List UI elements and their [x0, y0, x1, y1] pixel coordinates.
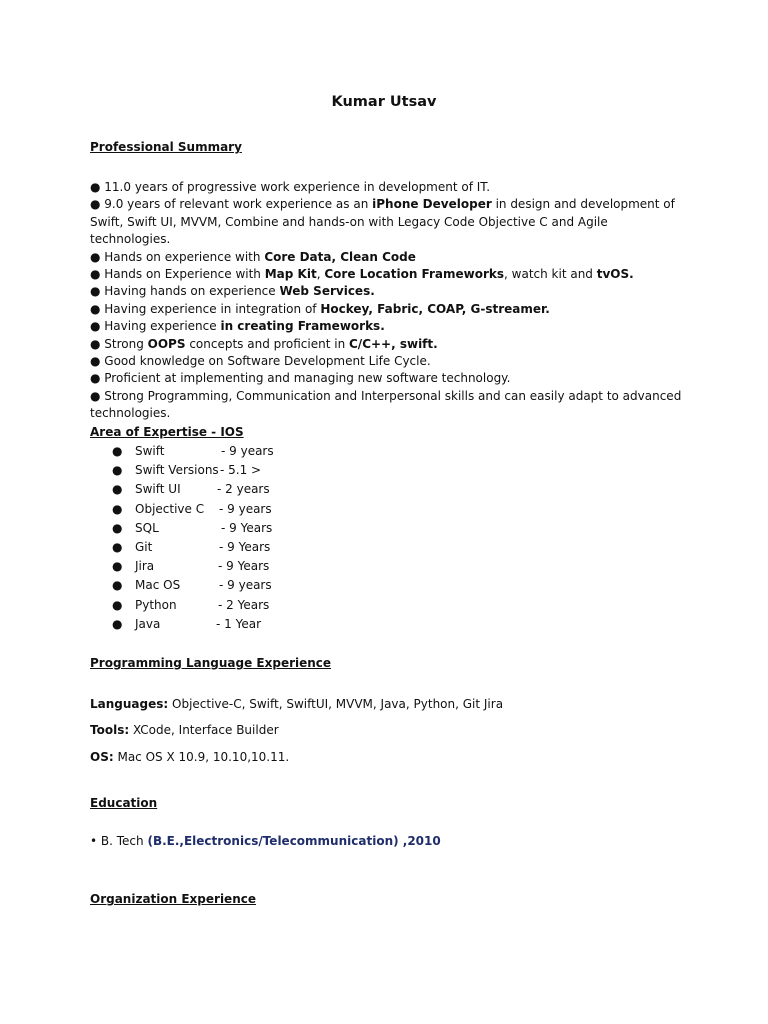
summary-item-bold-text: iPhone Developer	[372, 197, 492, 212]
summary-item-text: ● Hands on Experience with	[90, 267, 265, 282]
expertise-skill: Swift UI	[135, 482, 181, 497]
expertise-years: - 1 Year	[216, 616, 261, 631]
summary-item-text: , watch kit and	[504, 267, 597, 282]
summary-item	[90, 318, 690, 335]
summary-item-bold-text: C/C++, swift.	[349, 336, 438, 351]
expertise-years: - 9 Years	[221, 520, 273, 535]
expertise-skill: Mac OS	[135, 578, 181, 593]
expertise-years: - 9 Years	[218, 559, 270, 574]
summary-item	[90, 370, 690, 387]
tools-line	[90, 723, 279, 737]
area-of-expertise-heading: Area of Expertise - IOS	[90, 425, 244, 439]
programming-experience-heading: Programming Language Experience	[90, 656, 332, 670]
expertise-skill: Java	[135, 616, 161, 631]
expertise-skill: Git	[135, 539, 153, 554]
bullet-icon: ●	[112, 578, 123, 593]
os-value: Mac OS X 10.9, 10.10,10.11.	[113, 750, 290, 764]
expertise-skill: SQL	[135, 520, 159, 535]
expertise-skill: Python	[135, 597, 177, 612]
education-heading: Education	[90, 796, 158, 810]
summary-item-text: ● 9.0 years of relevant work experience as an	[90, 197, 373, 212]
resume-page	[90, 0, 690, 1024]
summary-item	[90, 179, 690, 196]
bullet-icon: ●	[112, 559, 123, 574]
summary-item-text: ● Having hands on experience	[90, 284, 280, 299]
summary-item-text: ● Strong	[90, 336, 148, 351]
summary-item-bold-text: Hockey, Fabric, COAP, G-streamer.	[320, 301, 550, 316]
bullet-icon: ●	[112, 482, 123, 497]
summary-item-bold-text: Web Services.	[279, 284, 375, 299]
bullet-icon: ●	[112, 501, 123, 516]
languages-value: Objective-C, Swift, SwiftUI, MVVM, Java, Python, Git Jira	[168, 697, 504, 711]
expertise-skill: Swift Versions	[135, 463, 219, 478]
os-label: OS:	[90, 750, 114, 764]
summary-item-text: ,	[316, 267, 325, 282]
languages-line	[90, 697, 503, 711]
tools-label: Tools:	[90, 723, 130, 737]
summary-item-bold-text: OOPS	[147, 336, 186, 351]
education-detail: (B.E.,Electronics/Telecommunication) ,2010	[147, 834, 441, 848]
summary-item-text: ● Having experience in integration of	[90, 301, 321, 316]
summary-item-bold-text: tvOS.	[596, 267, 634, 282]
candidate-name: Kumar Utsav	[331, 94, 437, 110]
expertise-years: - 9 years	[219, 501, 272, 516]
bullet-icon: ●	[112, 463, 123, 478]
summary-item-text: ● Proficient at implementing and managing new software technology.	[90, 371, 511, 386]
summary-item-bold-text: in creating Frameworks.	[220, 319, 385, 334]
summary-item	[90, 388, 690, 423]
bullet-icon: ●	[112, 539, 123, 554]
summary-item	[90, 196, 690, 248]
expertise-years: - 2 Years	[218, 597, 270, 612]
expertise-skill: Swift	[135, 444, 165, 458]
summary-item-bold-text: Core Location Frameworks	[324, 267, 505, 282]
professional-summary-heading: Professional Summary	[90, 140, 242, 154]
organization-experience-heading: Organization Experience	[90, 892, 256, 906]
summary-item	[90, 353, 690, 370]
summary-item	[90, 283, 690, 300]
summary-item-text: ● 11.0 years of progressive work experience in development of IT.	[90, 180, 491, 194]
summary-item	[90, 301, 690, 318]
summary-item-text: concepts and proficient in	[185, 336, 349, 351]
summary-item-bold-text: Map Kit	[264, 267, 317, 282]
summary-item-text: ● Good knowledge on Software Development Life Cycle.	[90, 354, 431, 369]
summary-item-text: ● Having experience	[90, 319, 221, 334]
summary-item	[90, 266, 690, 283]
bullet-icon: ●	[112, 616, 123, 631]
summary-item-bold-text: Core Data, Clean Code	[264, 249, 416, 264]
expertise-years: - 9 Years	[219, 539, 271, 554]
education-prefix: • B. Tech	[90, 834, 148, 848]
professional-summary-list	[90, 179, 690, 423]
summary-item-text: ● Hands on experience with	[90, 249, 265, 264]
expertise-years: - 2 years	[217, 482, 270, 497]
expertise-skill: Objective C	[135, 501, 205, 516]
languages-label: Languages:	[90, 697, 169, 711]
summary-item-text: ● Strong Programming, Communication and Interpersonal skills and can easily adapt to advanced technologies.	[90, 388, 682, 421]
summary-item	[90, 249, 690, 266]
summary-item	[90, 336, 690, 353]
tools-value: XCode, Interface Builder	[129, 723, 279, 737]
bullet-icon: ●	[112, 597, 123, 612]
expertise-years: - 9 years	[219, 578, 272, 593]
os-line	[90, 750, 289, 764]
expertise-skill: Jira	[135, 559, 155, 574]
bullet-icon: ●	[112, 520, 123, 535]
education-entry	[90, 834, 441, 848]
bullet-icon: ●	[112, 444, 123, 458]
expertise-years: - 9 years	[221, 444, 274, 458]
expertise-years: - 5.1 >	[220, 463, 262, 478]
summary-item-text: in design and development of Swift, Swift UI, MVVM, Combine and hands-on with Legacy Code Objective C and Agile technologies.	[90, 197, 675, 247]
